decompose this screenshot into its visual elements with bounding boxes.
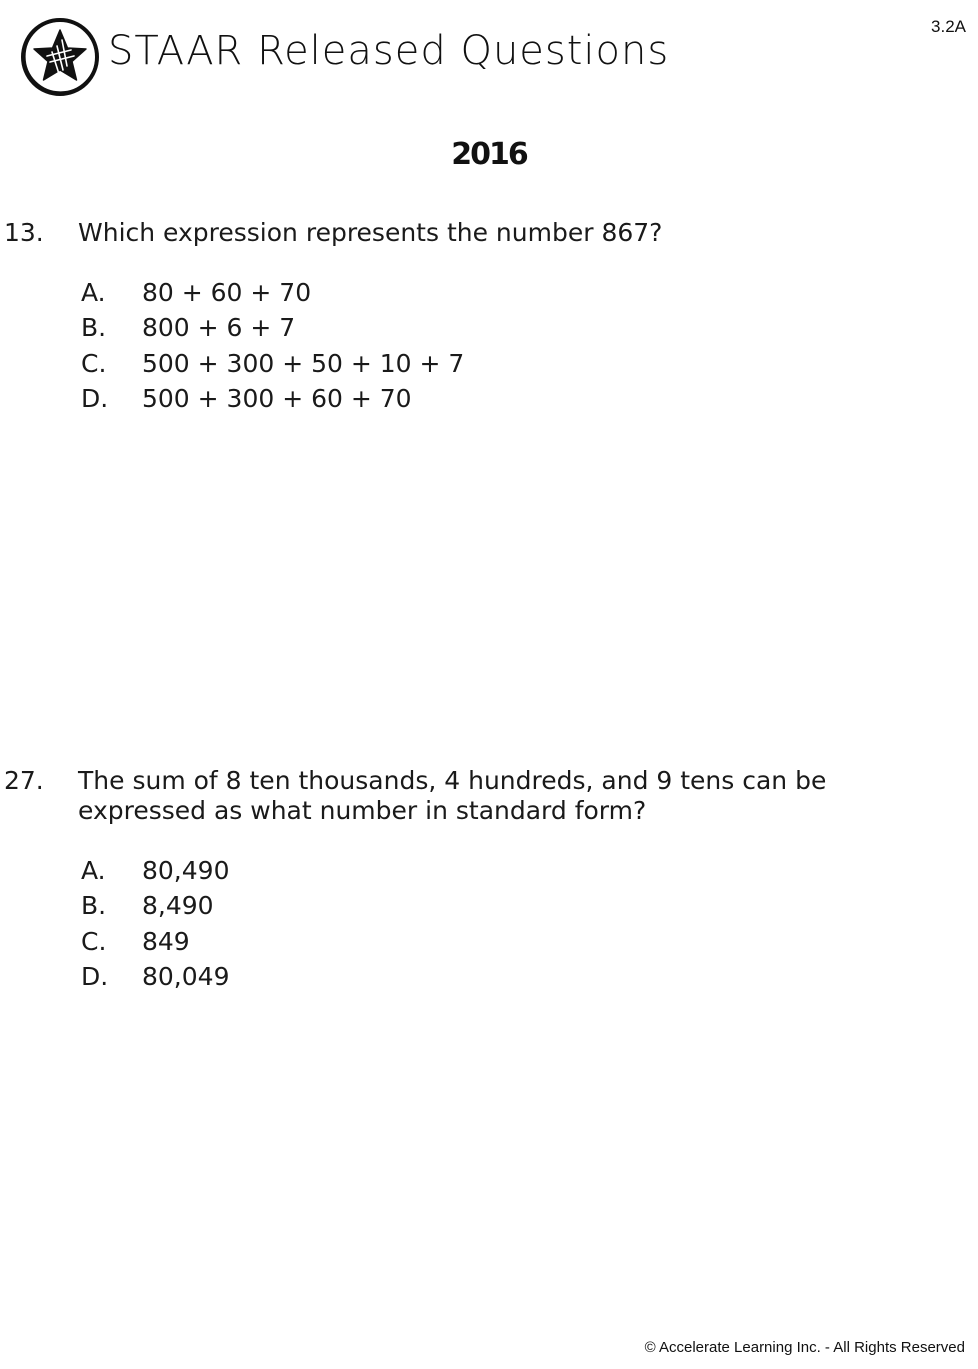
choice-text: 500 + 300 + 50 + 10 + 7	[142, 348, 465, 378]
choice-letter: A.	[81, 278, 106, 307]
copyright-footer: © Accelerate Learning Inc. - All Rights Reserved	[644, 1339, 965, 1356]
choice-letter: A.	[81, 856, 106, 885]
choice-letter: B.	[81, 891, 107, 921]
choice-letter: B.	[81, 313, 107, 343]
choice-text: 500 + 300 + 60 + 70	[142, 383, 412, 413]
star-logo-icon	[19, 16, 101, 98]
choice-text: 800 + 6 + 7	[142, 313, 296, 343]
choice-text: 80,490	[142, 856, 230, 885]
question-text: The sum of 8 ten thousands, 4 hundreds, and 9 tens can be expressed as what number in standard form?	[78, 766, 827, 825]
question-text: Which expression represents the number 867?	[78, 218, 663, 247]
question-number: 27.	[4, 766, 44, 795]
page-title: STAAR Released Questions	[108, 28, 670, 74]
year-heading: 2016	[451, 137, 527, 172]
choice-letter: C.	[81, 926, 107, 956]
choice-text: 849	[142, 926, 190, 956]
choice-text: 80 + 60 + 70	[142, 278, 312, 307]
standard-code: 3.2A	[931, 17, 966, 36]
choice-letter: C.	[81, 348, 107, 378]
choice-text: 80,049	[142, 961, 230, 991]
choice-letter: D.	[81, 383, 109, 413]
question-number: 13.	[4, 218, 44, 247]
choice-letter: D.	[81, 961, 109, 991]
choice-text: 8,490	[142, 891, 214, 921]
